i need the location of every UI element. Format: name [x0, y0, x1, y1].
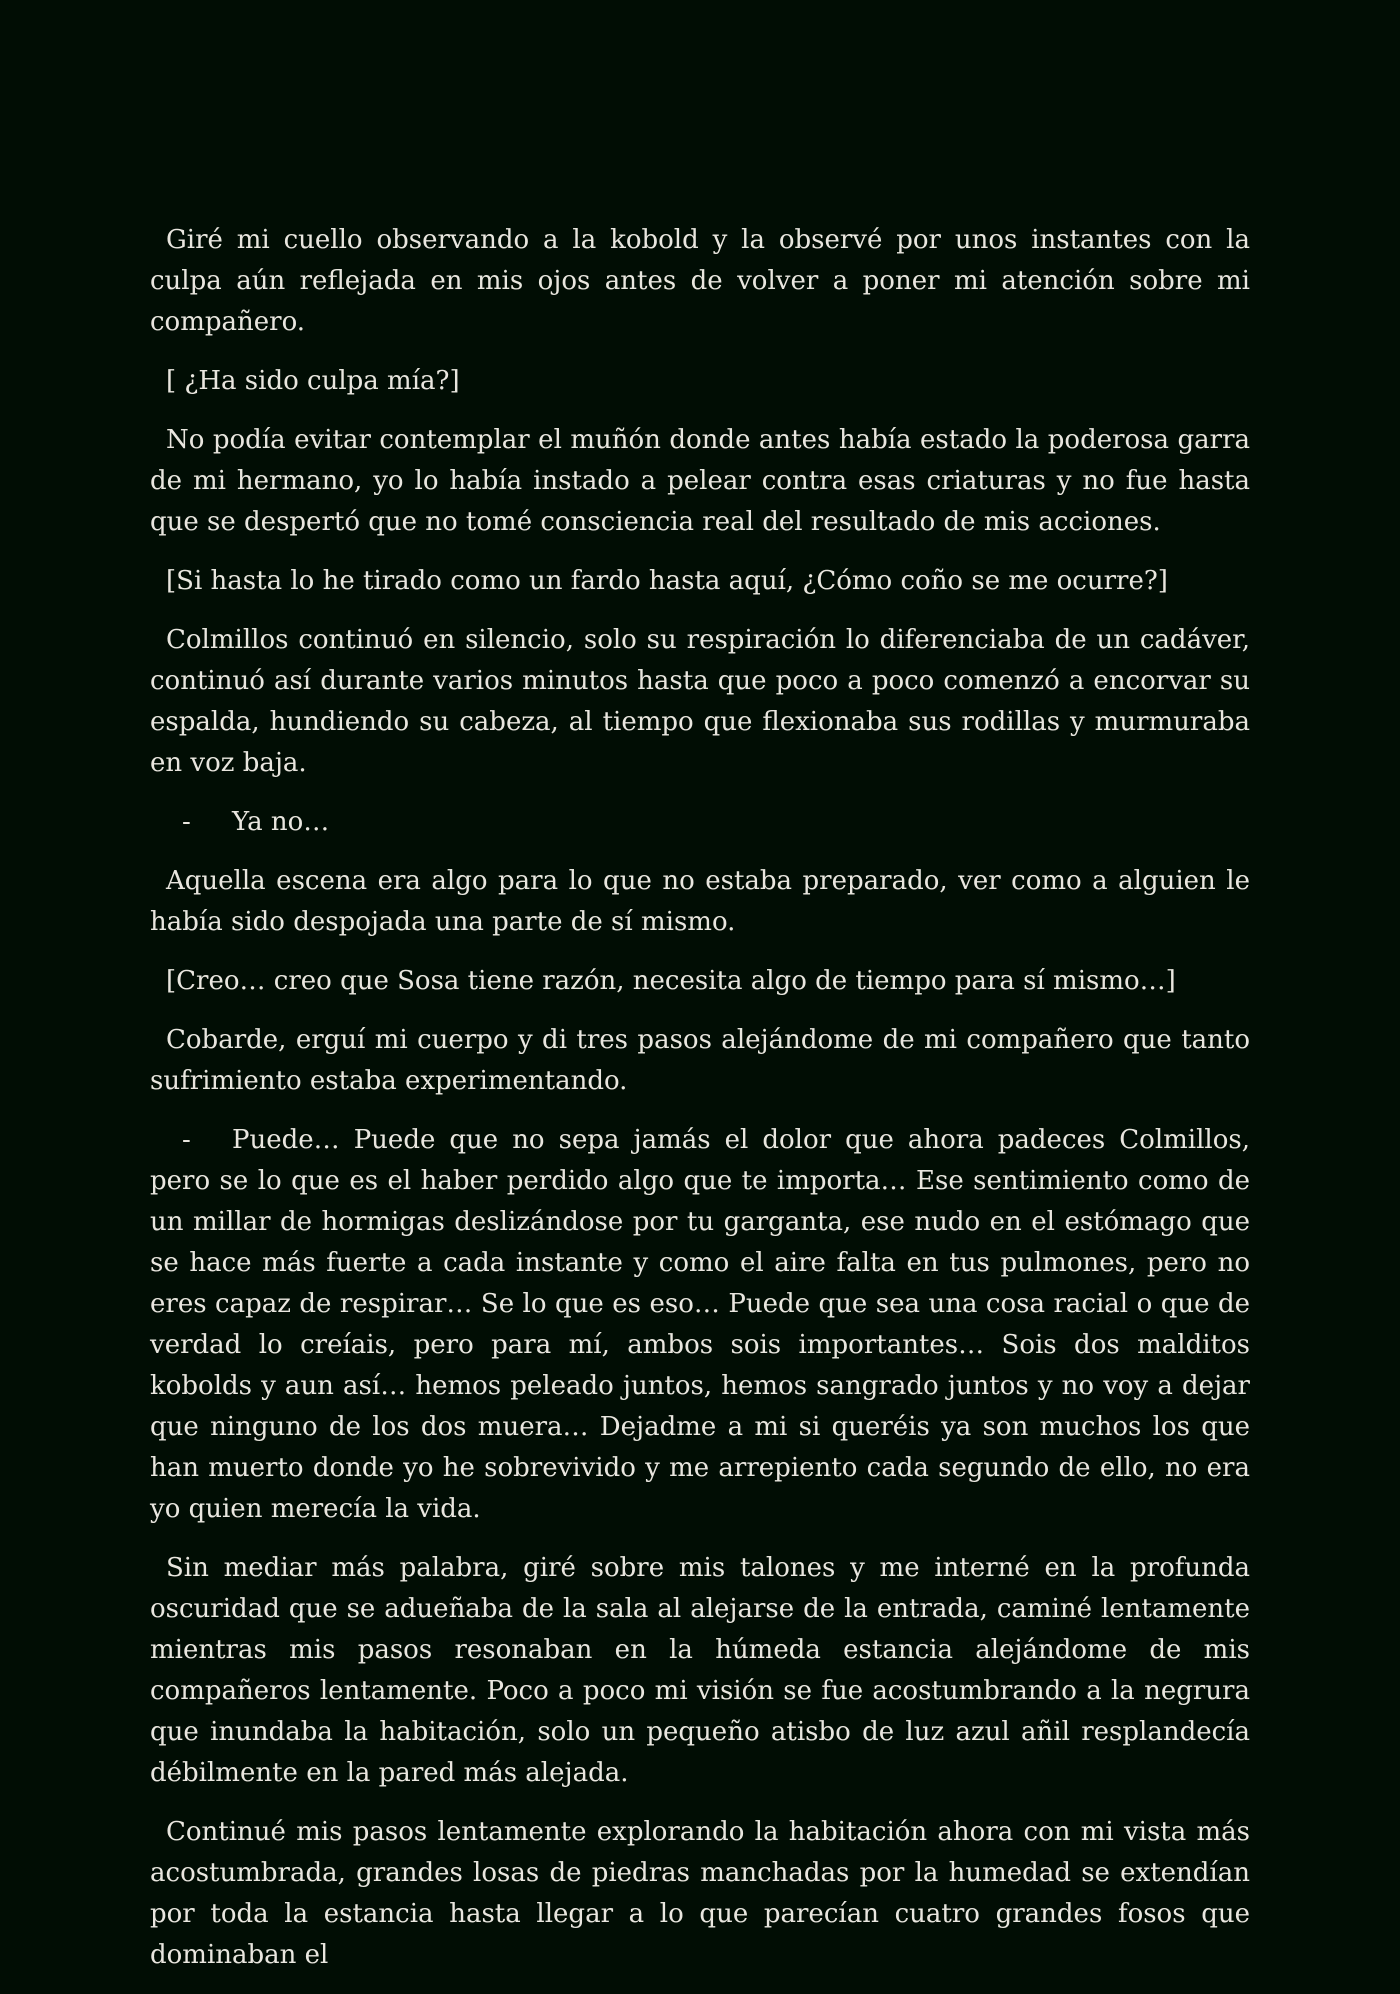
- paragraph: Sin mediar más palabra, giré sobre mis talones y me interné en la profunda oscuridad que se adueñaba de la sala al alejarse de la entrada, caminé lentamente mientras mis pasos resonaban en la húmeda estancia alejándome de mis compañeros lentamente. Poco a poco mi visión se fue acostumbrando a la negrura que inundaba la habitación, solo un pequeño atisbo de luz azul añil resplandecía débilmente en la pared más alejada.: [150, 1553, 1250, 1788]
- paragraph: No podía evitar contemplar el muñón donde antes había estado la poderosa garra de mi hermano, yo lo había instado a pelear contra esas criaturas y no fue hasta que se despertó que no tomé consciencia real del resultado de mis acciones.: [150, 425, 1250, 537]
- paragraph: [ ¿Ha sido culpa mía?]: [166, 366, 460, 396]
- paragraph: Giré mi cuello observando a la kobold y la observé por unos instantes con la culpa aún reflejada en mis ojos antes de volver a poner mi atención sobre mi compañero.: [150, 225, 1250, 337]
- dialogue-text: Puede… Puede que no sepa jamás el dolor que ahora padeces Colmillos, pero se lo que es el haber perdido algo que te importa… Ese sentimiento como de un millar de hormigas deslizándose por tu garganta, ese nudo en el estómago que se hace más fuerte a cada instante y como el aire falta en tus pulmones, pero no eres capaz de respirar… Se lo que es eso… Puede que sea una cosa racial o que de verdad lo creíais, pero para mí, ambos sois importantes… Sois dos malditos kobolds y aun así… hemos peleado juntos, hemos sangrado juntos y no voy a dejar que ninguno de los dos muera… Dejadme a mi si queréis ya son muchos los que han muerto donde yo he sobrevivido y me arrepiento cada segundo de ello, no era yo quien merecía la vida.: [150, 1125, 1250, 1524]
- document-body: [150, 220, 1250, 1994]
- paragraph: [Creo… creo que Sosa tiene razón, necesita algo de tiempo para sí mismo…]: [166, 966, 1176, 996]
- dialogue-text: Ya no…: [232, 807, 330, 837]
- paragraph: Aquella escena era algo para lo que no estaba preparado, ver como a alguien le había sido despojada una parte de sí mismo.: [150, 866, 1250, 937]
- dialogue-paragraph: [150, 802, 1250, 843]
- dialogue-paragraph: [150, 1120, 1250, 1530]
- paragraph: [Si hasta lo he tirado como un fardo hasta aquí, ¿Cómo coño se me ocurre?]: [166, 566, 1168, 596]
- paragraph: Cobarde, erguí mi cuerpo y di tres pasos alejándome de mi compañero que tanto sufrimiento estaba experimentando.: [150, 1025, 1250, 1096]
- dialogue-dash: -: [182, 1125, 191, 1155]
- paragraph: Colmillos continuó en silencio, solo su respiración lo diferenciaba de un cadáver, continuó así durante varios minutos hasta que poco a poco comenzó a encorvar su espalda, hundiendo su cabeza, al tiempo que flexionaba sus rodillas y murmuraba en voz baja.: [150, 625, 1250, 778]
- paragraph: Continué mis pasos lentamente explorando la habitación ahora con mi vista más acostumbrada, grandes losas de piedras manchadas por la humedad se extendían por toda la estancia hasta llegar a lo que parecían cuatro grandes fosos que dominaban el: [150, 1817, 1250, 1970]
- dialogue-dash: -: [182, 807, 191, 837]
